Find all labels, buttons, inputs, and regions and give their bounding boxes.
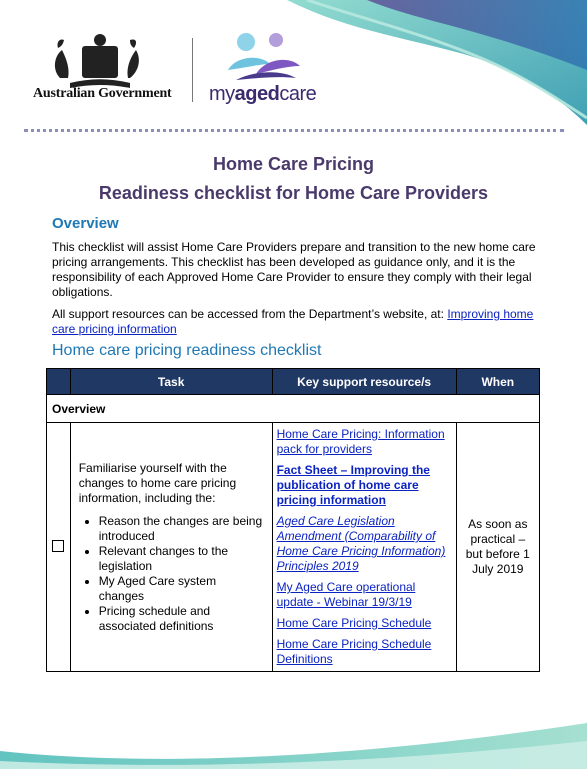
myagedcare-wordmark [209, 83, 316, 106]
header-resources: Key support resource/s [272, 369, 456, 395]
overview-heading: Overview [52, 215, 119, 232]
resources-cell [272, 423, 456, 672]
government-name: Australian Government [33, 86, 172, 101]
task-checkbox-cell [47, 423, 71, 672]
task-bullet-list [79, 514, 264, 634]
header-checkbox-column [47, 369, 71, 395]
resource-link-schedule-definitions[interactable]: Home Care Pricing Schedule Definitions [276, 637, 432, 666]
list-item: • Reason the changes are being introduced [99, 514, 264, 544]
section-label: Overview [47, 395, 540, 423]
table-header-row [47, 369, 540, 395]
page-title-line2: Readiness checklist for Home Care Providers [98, 183, 489, 203]
section-row-overview [47, 395, 540, 423]
myagedcare-logo-icon [226, 30, 302, 84]
task-checkbox[interactable] [52, 540, 64, 552]
table-row [47, 423, 540, 672]
header-task: Task [70, 369, 272, 395]
when-cell: As soon as practical – but before 1 July 2019 [456, 423, 539, 672]
overview-paragraph-2 [52, 307, 542, 337]
resource-link-legislation[interactable]: Aged Care Legislation Amendment (Comparability of Home Care Pricing Information) Principles 2019 [276, 514, 446, 573]
checklist-heading: Home care pricing readiness checklist [52, 342, 322, 359]
logo-divider [192, 38, 193, 102]
brand-prefix: my [209, 83, 235, 105]
resource-link-fact-sheet[interactable]: Fact Sheet – Improving the publication of home care pricing information [276, 463, 430, 507]
improving-pricing-link[interactable]: Improving home care pricing information [52, 307, 534, 336]
resource-link-info-pack[interactable]: Home Care Pricing: Information pack for providers [276, 427, 445, 456]
header-dotted-rule [24, 129, 564, 132]
header-wave-graphic [287, 0, 587, 125]
resource-link-webinar[interactable]: My Aged Care operational update - Webinar 19/3/19 [276, 580, 416, 609]
page-title-line1: Home Care Pricing [212, 154, 375, 174]
resources-sentence: All support resources can be accessed from the Department’s website, at: [52, 307, 448, 321]
task-intro: Familiarise yourself with the changes to home care pricing information, including the: [78, 460, 237, 505]
brand-middle: aged [234, 83, 280, 105]
list-item: • Pricing schedule and associated definitions [99, 604, 264, 634]
resource-link-pricing-schedule[interactable]: Home Care Pricing Schedule [276, 616, 432, 630]
list-item: • My Aged Care system changes [99, 574, 264, 604]
overview-paragraph-1: This checklist will assist Home Care Providers prepare and transition to the new home care pricing arrangements. This checklist has been developed as guidance only, and it is the responsibility of each Approved Home Care Provider to ensure they comply with their legal obligations. [52, 240, 536, 299]
readiness-checklist-table [46, 368, 540, 672]
task-cell [70, 423, 272, 672]
footer-wave-graphic [0, 689, 587, 769]
brand-suffix: care [279, 83, 317, 105]
header-when: When [456, 369, 539, 395]
list-item: • Relevant changes to the legislation [99, 544, 264, 574]
